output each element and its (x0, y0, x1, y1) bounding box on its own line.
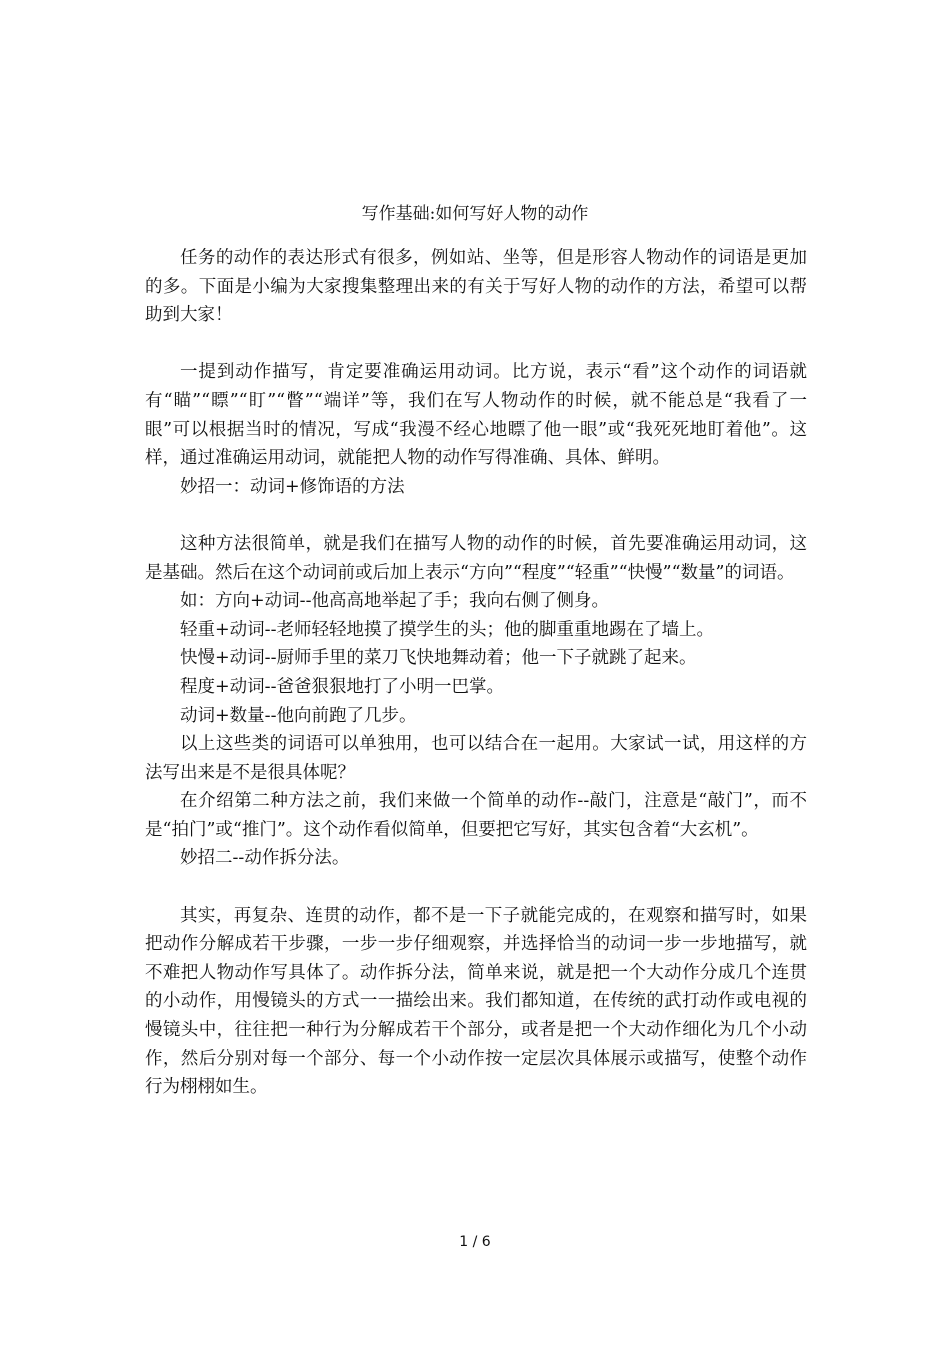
blank-line (145, 330, 807, 359)
heading-method-two: 妙招二--动作拆分法。 (180, 848, 350, 869)
paragraph-method-one: 这种方法很简单，就是我们在描写人物的动作的时候，首先要准确运用动词，这是基础。然后在这个动词前或后加上表示“方向”“程度”“轻重”“快慢”“数量”的词语。 (145, 533, 807, 583)
example-direction: 如：方向+动词--他高高地举起了手；我向右侧了侧身。 (180, 591, 609, 612)
page-number: 1 / 6 (459, 1234, 491, 1250)
paragraph-knock-door: 在介绍第二种方法之前，我们来做一个简单的动作--敲门，注意是“敲门”，而不是“拍门”或“推门”。这个动作看似简单，但要把它写好，其实包含着“大玄机”。 (145, 791, 807, 840)
paragraph-intro: 任务的动作的表达形式有很多，例如站、坐等，但是形容人物动作的词语是更加的多。下面是小编为大家搜集整理出来的有关于写好人物的动作的方法，希望可以帮助到大家！ (145, 248, 807, 326)
blank-line (145, 501, 807, 530)
example-degree: 程度+动词--爸爸狠狠地打了小明一巴掌。 (180, 676, 504, 697)
document-title: 写作基础:如何写好人物的动作 (361, 204, 589, 224)
document-body (145, 244, 807, 1102)
example-quantity: 动词+数量--他向前跑了几步。 (180, 705, 417, 726)
blank-line (145, 873, 807, 902)
paragraph-method-two: 其实，再复杂、连贯的动作，都不是一下子就能完成的，在观察和描写时，如果把动作分解成若干步骤，一步一步仔细观察，并选择恰当的动词一步一步地描写，就不难把人物动作写具体了。动作拆分法，简单来说，就是把一个大动作分成几个连贯的小动作，用慢镜头的方式一一描绘出来。我们都知道，在传统的武打动作或电视的慢镜头中，往往把一种行为分解成若干个部分，或者是把一个大动作细化为几个小动作，然后分别对每一个部分、每一个小动作按一定层次具体展示或描写，使整个动作行为栩栩如生。 (145, 905, 807, 1098)
example-weight: 轻重+动词--老师轻轻地摸了摸学生的头；他的脚重重地踢在了墙上。 (180, 619, 714, 640)
heading-method-one: 妙招一：动词+修饰语的方法 (180, 476, 405, 497)
paragraph-verbs: 一提到动作描写，肯定要准确运用动词。比方说，表示“看”这个动作的词语就有“瞄”“瞟”“盯”“瞥”“端详”等，我们在写人物动作的时候，就不能总是“我看了一眼”可以根据当时的情况，写成“我漫不经心地瞟了他一眼”或“我死死地盯着他”。这样，通过准确运用动词，就能把人物的动作写得准确、具体、鲜明。 (145, 362, 807, 469)
paragraph-summary: 以上这些类的词语可以单独用，也可以结合在一起用。大家试一试，用这样的方法写出来是不是很具体呢？ (145, 734, 807, 783)
example-speed: 快慢+动词--厨师手里的菜刀飞快地舞动着；他一下子就跳了起来。 (180, 648, 697, 669)
